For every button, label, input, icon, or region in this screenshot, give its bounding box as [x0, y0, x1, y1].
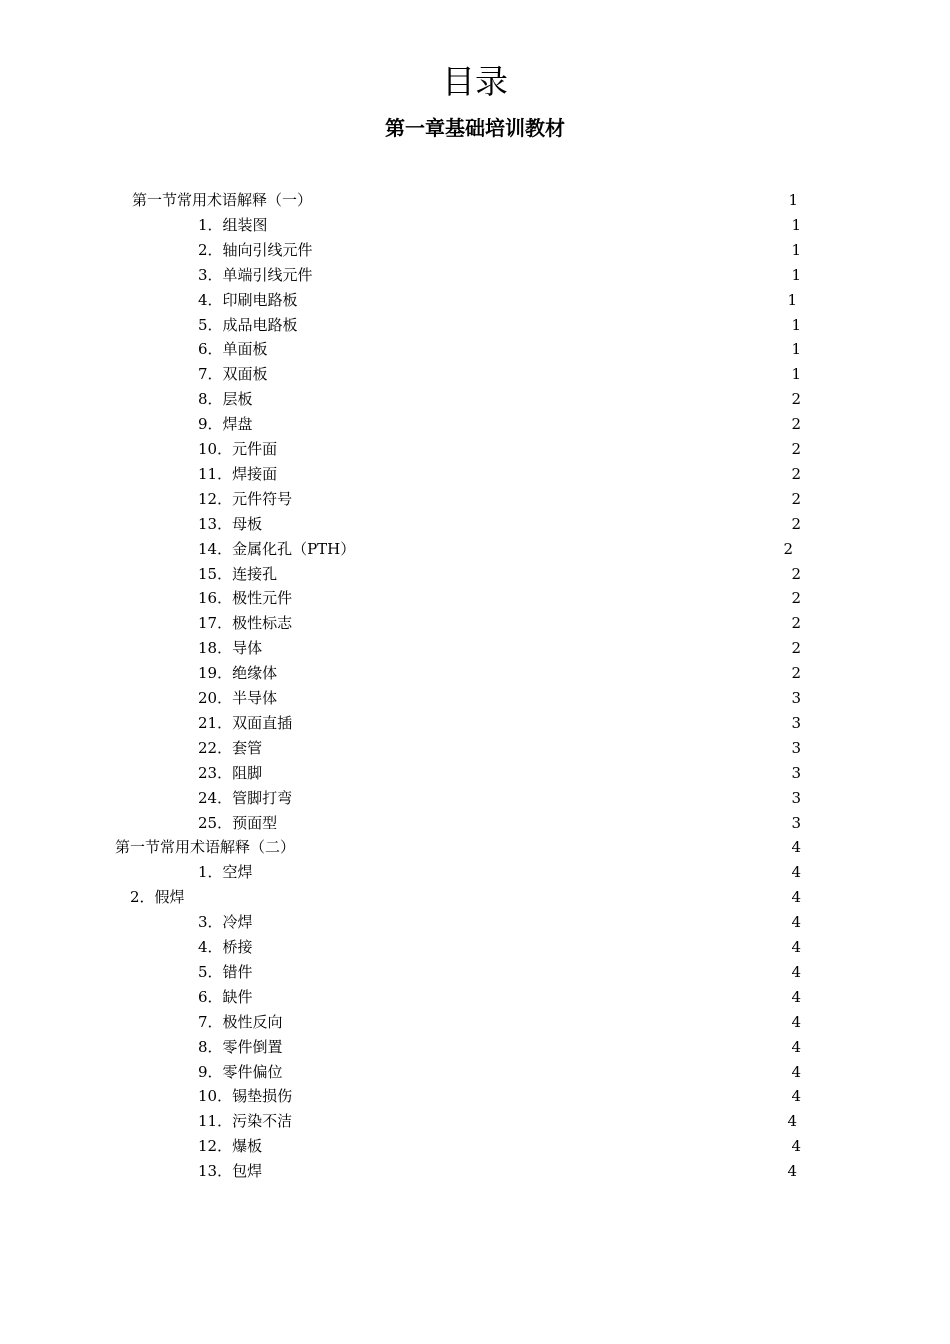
- toc-entry[interactable]: [198, 1058, 801, 1082]
- toc-entry[interactable]: [198, 360, 801, 384]
- toc-entry-label: 6．缺件: [198, 988, 253, 1006]
- toc-entry[interactable]: [198, 1033, 801, 1057]
- toc-dot-leader: [314, 265, 791, 285]
- toc-page-number: 4: [791, 1013, 801, 1031]
- toc-entry-label: 12．元件符号: [198, 490, 293, 508]
- toc-entry-label: 第一节常用术语解释（二）: [115, 838, 296, 856]
- toc-page-number: 4: [791, 838, 801, 856]
- toc-entry[interactable]: [198, 784, 801, 808]
- toc-entry-label: 2．轴向引线元件: [198, 241, 313, 259]
- toc-dot-leader: [278, 813, 790, 833]
- toc-dot-leader: [293, 613, 790, 633]
- toc-entry[interactable]: [198, 560, 801, 584]
- toc-dot-leader: [286, 663, 790, 683]
- toc-dot-leader: [279, 638, 790, 658]
- toc-dot-leader: [271, 514, 790, 534]
- toc-entry[interactable]: [198, 709, 801, 733]
- toc-entry-label: 8．层板: [198, 390, 253, 408]
- toc-entry-label: 第一节常用术语解释（一）: [132, 191, 313, 209]
- toc-dot-leader: [293, 713, 790, 733]
- toc-entry-label: 3．冷焊: [198, 913, 253, 931]
- toc-page-number: 3: [791, 689, 801, 707]
- toc-page-number: 2: [783, 540, 793, 558]
- toc-entry-label: 4．印刷电路板: [198, 291, 298, 309]
- toc-dot-leader: [293, 1086, 790, 1106]
- toc-entry[interactable]: [198, 510, 801, 534]
- toc-entry[interactable]: [198, 759, 801, 783]
- toc-page-number: 1: [791, 340, 801, 358]
- toc-page-number: 4: [791, 1063, 801, 1081]
- toc-entry[interactable]: [198, 958, 801, 982]
- toc-entry-label: 1．空焊: [198, 863, 253, 881]
- toc-entry[interactable]: [198, 335, 801, 359]
- toc-entry-label: 10．锡垫损伤: [198, 1087, 293, 1105]
- toc-page-number: 3: [791, 739, 801, 757]
- toc-entry-label: 13．母板: [198, 515, 263, 533]
- toc-page-number: 4: [791, 988, 801, 1006]
- toc-entry-label: 18．导体: [198, 639, 263, 657]
- toc-page-number: 1: [791, 316, 801, 334]
- toc-dot-leader: [254, 862, 791, 882]
- toc-dot-leader: [263, 763, 790, 783]
- toc-dot-leader: [286, 439, 790, 459]
- toc-entry[interactable]: [198, 236, 801, 260]
- toc-entry[interactable]: [198, 385, 801, 409]
- toc-entry-label: 12．爆板: [198, 1137, 263, 1155]
- toc-page-number: 2: [791, 565, 801, 583]
- toc-dot-leader: [299, 290, 787, 310]
- toc-entry-label: 22．套管: [198, 739, 263, 757]
- toc-dot-leader: [299, 315, 791, 335]
- toc-entry-label: 1．组装图: [198, 216, 268, 234]
- toc-dot-leader: [269, 339, 791, 359]
- toc-section-entry[interactable]: [115, 833, 801, 857]
- toc-page-number: 3: [791, 814, 801, 832]
- toc-dot-leader: [186, 887, 791, 907]
- toc-page-number: 4: [791, 1038, 801, 1056]
- toc-page-number: 4: [791, 1087, 801, 1105]
- toc-dot-leader: [286, 688, 790, 708]
- toc-page-number: 2: [791, 639, 801, 657]
- toc-entry-label: 9．焊盘: [198, 415, 253, 433]
- page-title: 目录: [442, 62, 508, 101]
- toc-page-number: 2: [791, 465, 801, 483]
- toc-entry-label: 8．零件倒置: [198, 1038, 283, 1056]
- toc-entry[interactable]: [198, 485, 801, 509]
- toc-entry[interactable]: [198, 211, 801, 235]
- toc-page-number: 2: [791, 415, 801, 433]
- toc-entry-label: 11．污染不洁: [198, 1112, 293, 1130]
- toc-entry[interactable]: [198, 734, 801, 758]
- toc-entry[interactable]: [198, 1157, 797, 1181]
- toc-dot-leader: [270, 414, 791, 434]
- toc-entry[interactable]: [198, 634, 801, 658]
- toc-entry[interactable]: [198, 410, 801, 434]
- toc-page-number: 1: [791, 365, 801, 383]
- toc-entry-label: 13．包焊: [198, 1162, 263, 1180]
- toc-page-number: 1: [791, 266, 801, 284]
- toc-page-number: 4: [787, 1112, 797, 1130]
- toc-page-number: 2: [791, 614, 801, 632]
- toc-entry-label: 7．双面板: [198, 365, 268, 383]
- toc-entry-label: 16．极性元件: [198, 589, 293, 607]
- toc-entry[interactable]: [198, 684, 801, 708]
- toc-entry[interactable]: [198, 261, 801, 285]
- toc-page-number: 3: [791, 789, 801, 807]
- toc-entry-label: 24．管脚打弯: [198, 789, 293, 807]
- toc-dot-leader: [286, 464, 790, 484]
- toc-page-number: 2: [791, 390, 801, 408]
- toc-entry[interactable]: [198, 584, 801, 608]
- toc-dot-leader: [309, 489, 790, 509]
- toc-entry-label: 21．双面直插: [198, 714, 293, 732]
- toc-page-number: 4: [791, 888, 801, 906]
- toc-page-number: 1: [791, 241, 801, 259]
- toc-dot-leader: [284, 1062, 791, 1082]
- toc-section-entry[interactable]: [132, 186, 798, 210]
- toc-entry[interactable]: [198, 311, 801, 335]
- toc-dot-leader: [271, 1161, 786, 1181]
- toc-page-number: 4: [791, 938, 801, 956]
- toc-entry[interactable]: [198, 535, 793, 559]
- toc-page-number: 2: [791, 664, 801, 682]
- toc-entry-label: 5．成品电路板: [198, 316, 298, 334]
- chapter-title: 第一章基础培训教材: [385, 116, 565, 140]
- toc-entry-label: 11．焊接面: [198, 465, 278, 483]
- toc-entry[interactable]: [198, 609, 801, 633]
- toc-entry[interactable]: [198, 460, 801, 484]
- toc-entry-label: 19．绝缘体: [198, 664, 278, 682]
- toc-page-number: 2: [791, 589, 801, 607]
- toc-entry-label: 20．半导体: [198, 689, 278, 707]
- toc-dot-leader: [356, 539, 782, 559]
- toc-entry[interactable]: [198, 1132, 801, 1156]
- toc-dot-leader: [292, 1037, 791, 1057]
- toc-entry-label: 17．极性标志: [198, 614, 293, 632]
- toc-entry[interactable]: [198, 1082, 801, 1106]
- toc-entry-label: 6．单面板: [198, 340, 268, 358]
- toc-entry[interactable]: [198, 908, 801, 932]
- toc-page-number: 4: [791, 863, 801, 881]
- toc-dot-leader: [269, 215, 791, 235]
- toc-dot-leader: [284, 1012, 791, 1032]
- toc-dot-leader: [313, 190, 787, 210]
- toc-dot-leader: [254, 912, 791, 932]
- toc-entry-label: 4．桥接: [198, 938, 253, 956]
- toc-entry[interactable]: [198, 983, 801, 1007]
- toc-page-number: 3: [791, 714, 801, 732]
- toc-dot-leader: [254, 987, 791, 1007]
- toc-page-number: 4: [791, 963, 801, 981]
- toc-entry-label: 3．单端引线元件: [198, 266, 313, 284]
- toc-entry-label: 25．预面型: [198, 814, 278, 832]
- toc-dot-leader: [263, 1136, 790, 1156]
- toc-entry[interactable]: [130, 883, 801, 907]
- toc-page-number: 2: [791, 440, 801, 458]
- toc-dot-leader: [254, 937, 791, 957]
- toc-page-number: 4: [787, 1162, 797, 1180]
- toc-dot-leader: [271, 738, 790, 758]
- toc-entry[interactable]: [198, 1107, 797, 1131]
- toc-page-number: 1: [788, 191, 798, 209]
- toc-entry-label: 10．元件面: [198, 440, 278, 458]
- toc-entry[interactable]: [198, 809, 801, 833]
- toc-dot-leader: [296, 837, 790, 857]
- toc-dot-leader: [293, 1111, 786, 1131]
- toc-dot-leader: [254, 389, 791, 409]
- toc-dot-leader: [314, 240, 791, 260]
- toc-entry[interactable]: [198, 286, 797, 310]
- toc-entry-label: 7．极性反向: [198, 1013, 283, 1031]
- toc-entry-label: 23．阻脚: [198, 764, 263, 782]
- toc-page-number: 3: [791, 764, 801, 782]
- toc-page-number: 4: [791, 1137, 801, 1155]
- toc-entry-label: 14．金属化孔（PTH）: [198, 540, 356, 558]
- toc-entry[interactable]: [198, 659, 801, 683]
- toc-entry[interactable]: [198, 933, 801, 957]
- toc-entry-label: 15．连接孔: [198, 565, 278, 583]
- toc-dot-leader: [254, 962, 791, 982]
- toc-entry-label: 2．假焊: [130, 888, 185, 906]
- toc-dot-leader: [309, 788, 790, 808]
- toc-dot-leader: [286, 564, 790, 584]
- toc-page-number: 4: [791, 913, 801, 931]
- toc-entry-label: 9．零件偏位: [198, 1063, 283, 1081]
- toc-entry-label: 5．错件: [198, 963, 253, 981]
- toc-page-number: 1: [787, 291, 797, 309]
- toc-entry[interactable]: [198, 435, 801, 459]
- toc-dot-leader: [269, 364, 791, 384]
- toc-entry[interactable]: [198, 1008, 801, 1032]
- toc-entry[interactable]: [198, 858, 801, 882]
- toc-page-number: 2: [791, 490, 801, 508]
- toc-dot-leader: [301, 588, 790, 608]
- toc-page-number: 1: [791, 216, 801, 234]
- toc-page-number: 2: [791, 515, 801, 533]
